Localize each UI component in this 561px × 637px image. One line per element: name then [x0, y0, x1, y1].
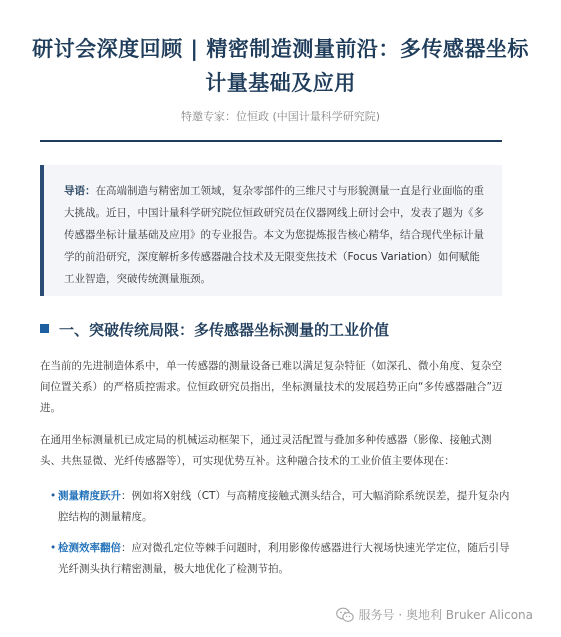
- title-divider: [40, 140, 502, 142]
- bullet-key: 测量精度跃升: [58, 490, 121, 502]
- bullet-dot-icon: •: [50, 490, 57, 502]
- wechat-icon: [336, 607, 354, 623]
- bullet-dot-icon: •: [50, 542, 57, 554]
- paragraph-1: 在当前的先进制造体系中，单一传感器的测量设备已难以满足复杂特征（如深孔、微小角度、复杂空间位置关系）的严格质控需求。位恒政研究员指出，坐标测量技术的发展趋势正向“多传感器融合”迈进。: [40, 360, 503, 414]
- section-title: 一、突破传统局限：多传感器坐标测量的工业价值: [59, 321, 390, 339]
- bullet-text: ：例如将X射线（CT）与高精度接触式测头结合，可大幅消除系统误差，提升复杂内腔结构的测量精度。: [58, 490, 510, 523]
- footer-text: 服务号 · 奥地利 Bruker Alicona: [358, 608, 533, 622]
- paragraph-2: 在通用坐标测量机已成定局的机械运动框架下，通过灵活配置与叠加多种传感器（影像、接触式测头、共焦显微、光纤传感器等），可实现优势互补。这种融合技术的工业价值主要体现在：: [40, 434, 492, 467]
- author-line: 特邀专家：位恒政 (中国计量科学研究院): [180, 110, 381, 123]
- list-item: [50, 538, 510, 580]
- bullet-key: 检测效率翻倍: [58, 542, 121, 554]
- footer-watermark: [336, 606, 533, 623]
- list-item: [50, 486, 510, 528]
- section-marker-icon: [40, 324, 49, 333]
- intro-label: 导语：: [64, 185, 96, 197]
- article-title: 研讨会深度回顾 | 精密制造测量前沿：多传感器坐标计量基础及应用: [32, 37, 529, 95]
- intro-box: [40, 165, 502, 296]
- section-heading: [40, 320, 510, 340]
- intro-text: 在高端制造与精密加工领域，复杂零部件的三维尺寸与形貌测量一直是行业面临的重大挑战。近日，中国计量科学研究院位恒政研究员在仪器网线上研讨会中，发表了题为《多传感器坐标计量基础及应用》的专业报告。本文为您提炼报告核心精华，结合现代坐标计量学的前沿研究，深度解析多传感器融合技术及无限变焦技术（Focus Variation）如何赋能工业智造，突破传统测量瓶颈。: [64, 185, 484, 285]
- bullet-text: ：应对微孔定位等棘手问题时，利用影像传感器进行大视场快速光学定位，随后引导光纤测头执行精密测量，极大地优化了检测节拍。: [58, 542, 510, 575]
